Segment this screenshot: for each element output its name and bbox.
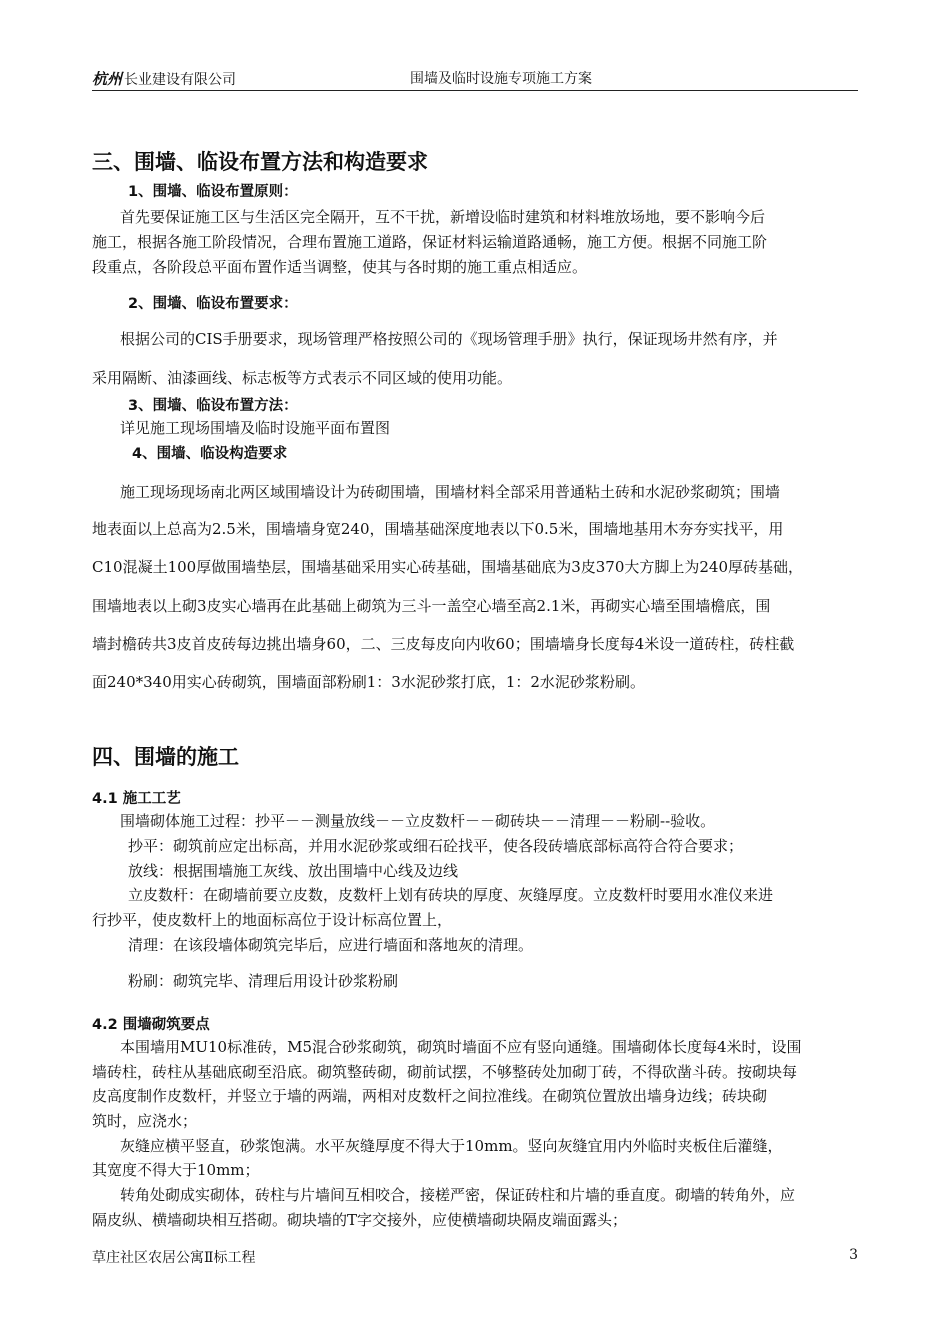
paragraph-line: 墙封檐砖共3皮首皮砖每边挑出墙身60，二、三皮每皮向内收60；围墙墙身长度每4米设一道砖柱，砖柱截 [92, 635, 795, 653]
paragraph-line: 详见施工现场围墙及临时设施平面布置图 [120, 419, 391, 437]
paragraph-line: 灰缝应横平竖直，砂浆饱满。水平灰缝厚度不得大于10mm。竖向灰缝宜用内外临时夹板住后灌缝， [120, 1137, 783, 1155]
paragraph-line: 采用隔断、油漆画线、标志板等方式表示不同区域的使用功能。 [92, 369, 513, 387]
paragraph-line: 围墙地表以上砌3皮实心墙再在此基础上砌筑为三斗一盖空心墙至高2.1米，再砌实心墙至围墙檐底，围 [92, 597, 771, 615]
paragraph-line: 转角处砌成实砌体，砖柱与片墙间互相咬合，接槎严密，保证砖柱和片墙的垂直度。砌墙的转角外，应 [120, 1186, 796, 1204]
paragraph-line: 施工，根据各施工阶段情况，合理布置施工道路，保证材料运输道路通畅，施工方便。根据不同施工阶 [92, 233, 768, 251]
company-logo: 杭州 [92, 70, 123, 88]
paragraph-line: 皮高度制作皮数杆，并竖立于墙的两端，两相对皮数杆之间拉准线。在砌筑位置放出墙身边线；砖块砌 [92, 1087, 768, 1105]
paragraph-line: C10混凝土100厚做围墙垫层，围墙基础采用实心砖基础，围墙基础底为3皮370大方脚上为240厚砖基础， [92, 558, 804, 576]
paragraph-line: 立皮数杆：在砌墙前要立皮数，皮数杆上划有砖块的厚度、灰缝厚度。立皮数杆时要用水准仪来进 [128, 886, 774, 904]
paragraph-line: 抄平：砌筑前应定出标高，并用水泥砂浆或细石砼找平，使各段砖墙底部标高符合符合要求； [128, 837, 744, 855]
paragraph-line: 根据公司的CIS手册要求，现场管理严格按照公司的《现场管理手册》执行，保证现场井然有序，并 [120, 330, 778, 348]
sub-heading-3: 3、围墙、临设布置方法： [128, 398, 298, 414]
paragraph-line: 筑时，应浇水； [92, 1112, 198, 1130]
page-header [92, 66, 858, 91]
paragraph-line: 首先要保证施工区与生活区完全隔开，互不干扰，新增设临时建筑和材料堆放场地，要不影响今后 [120, 208, 766, 226]
paragraph-line: 放线：根据围墙施工灰线、放出围墙中心线及边线 [128, 862, 459, 880]
sub-heading-4-1: 4.1 施工工艺 [92, 791, 181, 807]
page-footer [92, 1247, 858, 1267]
paragraph-line: 清理：在该段墙体砌筑完毕后，应进行墙面和落地灰的清理。 [128, 936, 534, 954]
paragraph-line: 墙砖柱，砖柱从基础底砌至沿底。砌筑整砖砌，砌前试摆，不够整砖处加砌丁砖，不得砍凿斗砖。按砌块每 [92, 1063, 798, 1081]
paragraph-line: 其宽度不得大于10mm； [92, 1161, 260, 1179]
project-name: 草庄社区农居公寓Ⅱ标工程 [92, 1250, 256, 1266]
sub-heading-4-2: 4.2 围墙砌筑要点 [92, 1017, 210, 1033]
sub-heading-2: 2、围墙、临设布置要求： [128, 296, 298, 312]
page-number: 3 [849, 1247, 858, 1263]
paragraph-line: 施工现场现场南北两区域围墙设计为砖砌围墙，围墙材料全部采用普通粘土砖和水泥砂浆砌筑；围墙 [120, 483, 781, 501]
sub-heading-4: 4、围墙、临设构造要求 [132, 446, 288, 462]
paragraph-line: 段重点，各阶段总平面布置作适当调整，使其与各时期的施工重点相适应。 [92, 258, 588, 276]
paragraph-line: 本围墙用MU10标准砖，M5混合砂浆砌筑，砌筑时墙面不应有竖向通缝。围墙砌体长度每4米时，设围 [120, 1038, 802, 1056]
paragraph-line: 围墙砌体施工过程：抄平－－测量放线－－立皮数杆－－砌砖块－－清理－－粉刷--验收。 [120, 812, 716, 830]
paragraph-line: 面240*340用实心砖砌筑，围墙面部粉刷1：3水泥砂浆打底，1：2水泥砂浆粉刷。 [92, 673, 645, 691]
sub-heading-1: 1、围墙、临设布置原则： [128, 184, 298, 200]
paragraph-line: 地表面以上总高为2.5米，围墙墙身宽240，围墙基础深度地表以下0.5米，围墙地基用木夯夯实找平，用 [92, 520, 784, 538]
document-title: 围墙及临时设施专项施工方案 [410, 71, 592, 87]
section-3-title: 三、围墙、临设布置方法和构造要求 [92, 150, 428, 174]
section-4-title: 四、围墙的施工 [92, 745, 239, 769]
paragraph-line: 行抄平，使皮数杆上的地面标高位于设计标高位置上， [92, 911, 453, 929]
paragraph-line: 隔皮纵、横墙砌块相互搭砌。砌块墙的T字交接外，应使横墙砌块隔皮端面露头； [92, 1211, 628, 1229]
paragraph-line: 粉刷：砌筑完毕、清理后用设计砂浆粉刷 [128, 972, 399, 990]
company-name: 杭州 长业建设有限公司 [92, 70, 237, 88]
